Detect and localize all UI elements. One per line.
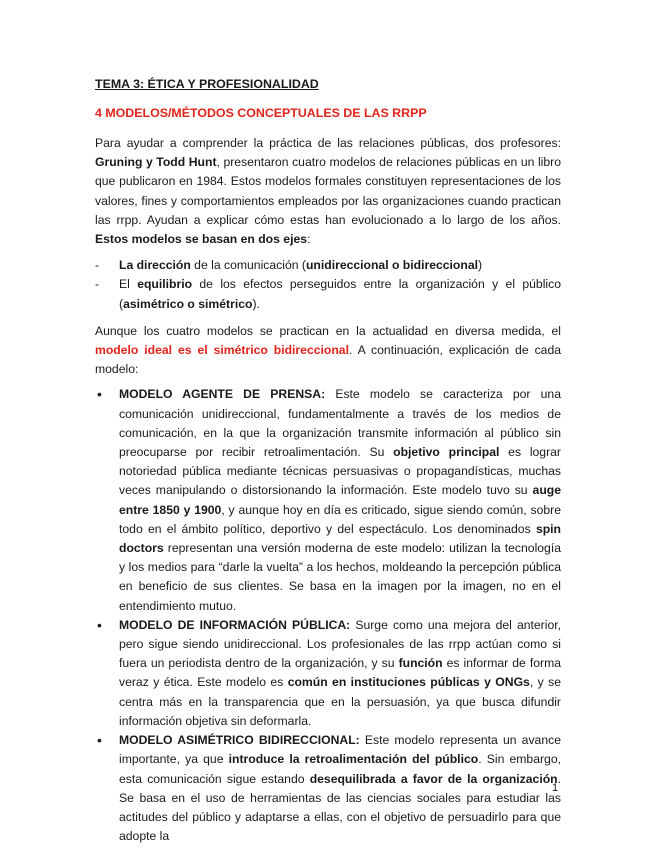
bold-text-span: equilibrio [137, 277, 193, 292]
bold-text-span: modelo ideal es el simétrico bidireccional [95, 343, 349, 358]
text-span: , presentaron cuatro modelos de relaciones públicas en un libro que publicaron en 1984. Estos modelos formales constituyen representaciones de los valores, fines y comportamientos empleados por las organizaciones cuando practican las rrpp. Ayudan a explicar cómo estas han evolucionado a lo largo de los años. [95, 155, 562, 227]
model-item-press-agent [95, 385, 561, 615]
text-span: : [307, 232, 311, 247]
transition-paragraph [95, 322, 561, 380]
bold-text-span: común en instituciones públicas y ONGs [287, 675, 530, 690]
axis-item-balance [95, 275, 561, 313]
bold-text-span: unidireccional o bidireccional [305, 258, 478, 273]
bold-text-span: MODELO DE INFORMACIÓN PÚBLICA: [119, 617, 351, 632]
text-span: de la comunicación ( [190, 258, 306, 273]
text-span: de los efectos perseguidos entre la organización y el público ( [119, 277, 561, 311]
bold-text-span: Gruning y Todd Hunt [95, 155, 217, 170]
bold-text-span: La dirección [119, 258, 191, 273]
axis-item-direction [95, 256, 561, 275]
text-span: . Sin embargo, esta comunicación sigue estando [119, 752, 561, 786]
bold-text-span: introduce la retroalimentación del público [228, 752, 479, 767]
text-span: representan una versión moderna de este modelo: utilizan la tecnología y los medios para “darle la vuelta” a los hechos, moldeando la percepción pública en beneficio de sus clientes. Se basa en la imagen por la imagen, no en el entendimiento mutuo. [119, 541, 561, 613]
text-span: El [119, 277, 138, 292]
axes-list [95, 256, 561, 314]
section-heading: 4 MODELOS/MÉTODOS CONCEPTUALES DE LAS RRPP [95, 106, 427, 120]
text-span: Surge como una mejora del anterior, pero sigue siendo unidireccional. Los profesionales de las rrpp actúan como si fuera un periodista dentro de la organización, y su [119, 617, 561, 671]
text-span: , y aunque hoy en día es criticado, sigue siendo común, sobre todo en el ámbito político, deportivo y del espectáculo. Los denominados [119, 502, 561, 536]
text-span: Este modelo se caracteriza por una comunicación unidireccional, fundamentalmente a través de los medios de comunicación, en la que la organización transmite información al público sin preocuparse por recibir retroalimentación. Su [119, 387, 561, 460]
bold-text-span: auge entre 1850 y 1900 [119, 483, 561, 517]
text-span: es lograr notoriedad pública mediante técnicas persuasivas o propagandísticas, muchas veces manipulando o distorsionando la información. Este modelo tuvo su [119, 445, 561, 498]
text-span: ) [478, 258, 483, 273]
text-span: ). [252, 296, 260, 311]
bold-text-span: MODELO AGENTE DE PRENSA: [119, 387, 326, 402]
model-item-public-information [95, 616, 561, 731]
text-span: es informar de forma veraz y ética. Este modelo es [119, 656, 561, 690]
bold-text-span: desequilibrada a favor de la organización [309, 771, 558, 786]
model-item-asymmetric-bidirectional [95, 731, 561, 846]
text-span: , y se centra más en la transparencia que en la persuasión, ya que busca difundir información objetiva sin deformarla. [119, 675, 562, 728]
text-span: Aunque los cuatro modelos se practican en la actualidad en diversa medida, el [95, 323, 561, 338]
bold-text-span: función [398, 656, 443, 671]
bold-text-span: objetivo principal [393, 445, 500, 460]
text-span: . Se basa en el uso de herramientas de las ciencias sociales para estudiar las actitudes del público y adaptarse a ellas, con el objetivo de persuadirlo para que adopte la [119, 771, 561, 844]
bold-text-span: MODELO ASIMÉTRICO BIDIRECCIONAL: [119, 733, 360, 748]
page-number: 1 [552, 782, 559, 794]
text-span: Este modelo representa un avance importante, ya que [119, 733, 561, 767]
bold-text-span: spin doctors [119, 521, 561, 556]
text-span: . A continuación, explicación de cada modelo: [95, 343, 561, 377]
models-list [95, 385, 561, 846]
intro-paragraph [95, 134, 561, 249]
bold-text-span: Estos modelos se basan en dos ejes [95, 232, 308, 247]
document-title: TEMA 3: ÉTICA Y PROFESIONALIDAD [95, 77, 319, 91]
document-page [95, 76, 561, 846]
bold-text-span: asimétrico o simétrico [123, 296, 253, 311]
text-span: Para ayudar a comprender la práctica de las relaciones públicas, dos profesores: [95, 136, 561, 150]
